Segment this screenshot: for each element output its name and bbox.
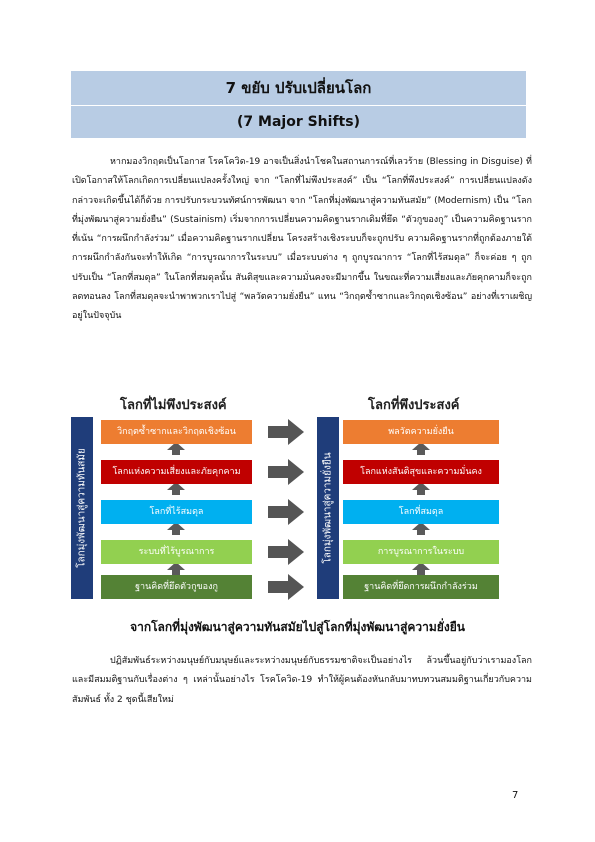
undesirable-box-risks: โลกแห่งความเสี่ยงและภัยคุกคาม: [101, 460, 252, 484]
desirable-world-heading: โลกที่พึงประสงค์: [368, 398, 460, 413]
sustainism-axis-bar: [317, 417, 339, 599]
up-arrow-icon: [417, 529, 425, 535]
up-arrow-icon: [172, 489, 180, 495]
up-arrow-icon: [417, 489, 425, 495]
undesirable-box-imbalance: โลกที่ไร้สมดุล: [101, 500, 252, 524]
closing-paragraph: ปฏิสัมพันธ์ระหว่างมนุษย์กับมนุษย์และระหว่างมนุษย์กับธรรมชาติจะเป็นอย่างไร ล้วนขึ้นอยู่กับว่าเรามองโลกและมีสมมติฐานกับเรื่องต่าง ๆ เหล่านั้นอย่างไร โรคโควิด-19 ทำให้ผู้คนต้องหันกลับมาทบทวนสมมติฐานเกี่ยวกับความสัมพันธ์ ทั้ง 2 ชุดนี้เสียใหม่: [72, 656, 532, 705]
up-arrow-icon: [172, 449, 180, 455]
sustainism-axis-label: โลกมุ่งพัฒนาสู่ความยั่งยืน: [322, 452, 334, 564]
desirable-box-sustainability: พลวัตความยั่งยืน: [343, 420, 499, 444]
right-arrow-icon: [268, 419, 304, 445]
right-arrow-icon: [268, 574, 304, 600]
right-arrow-icon: [268, 459, 304, 485]
right-arrow-icon: [268, 499, 304, 525]
page-title: 7 ขยับ ปรับเปลี่ยนโลก: [71, 71, 526, 105]
modernism-axis-label: โลกมุ่งพัฒนาสู่ความทันสมัย: [76, 448, 88, 568]
desirable-box-peace-security: โลกแห่งสันติสุขและความมั่นคง: [343, 460, 499, 484]
modernism-axis-bar: [71, 417, 93, 599]
desirable-box-integration: การบูรณาการในระบบ: [343, 540, 499, 564]
page-number: 7: [512, 790, 519, 801]
up-arrow-icon: [417, 449, 425, 455]
page-subtitle: (7 Major Shifts): [71, 105, 526, 138]
diagram-caption: จากโลกที่มุ่งพัฒนาสู่ความทันสมัยไปสู่โลกที่มุ่งพัฒนาสู่ความยั่งยืน: [130, 620, 465, 634]
desirable-box-collaboration-base: ฐานคิดที่ยึดการผนึกกำลังร่วม: [343, 575, 499, 599]
undesirable-box-egocentric-base: ฐานคิดที่ยึดตัวกูของกู: [101, 575, 252, 599]
desirable-box-balance: โลกที่สมดุล: [343, 500, 499, 524]
intro-paragraph: หากมองวิกฤตเป็นโอกาส โรคโควิด-19 อาจเป็นสิ่งนำโชคในสถานการณ์ที่เลวร้าย (Blessing in Disguise) ที่เปิดโอกาสให้โลกเกิดการเปลี่ยนแปลงครั้งใหญ่ จาก “โลกที่ไม่พึงประสงค์” เป็น “โลกที่พึงประสงค์” การเปลี่ยนแปลงดังกล่าวจะเกิดขึ้นได้ก็ด้วย การปรับกระบวนทัศน์การพัฒนา จาก “โลกที่มุ่งพัฒนาสู่ความทันสมัย” (Modernism) เป็น “โลกที่มุ่งพัฒนาสู่ความยั่งยืน” (Sustainism) เริ่มจากการเปลี่ยนความคิดฐานรากเดิมที่ยึด “ตัวกูของกู” เป็นความคิดฐานรากที่เน้น “การผนึกกำลังร่วม” เมื่อความคิดฐานรากเปลี่ยน โครงสร้างเชิงระบบก็จะถูกปรับ ความคิดฐานรากที่ถูกต้องภายใต้การผนึกกำลังกันจะทำให้เกิด “การบูรณาการในระบบ” เมื่อระบบต่าง ๆ ถูกบูรณาการ “โลกที่ไร้สมดุล” ก็จะค่อย ๆ ถูกปรับเป็น “โลกที่สมดุล” ในโลกที่สมดุลนั้น สันติสุขและความมั่นคงจะมีมากขึ้น ในขณะที่ความเสี่ยงและภัยคุกคามก็จะถูกลดทอนลง โลกที่สมดุลจะนำพาพวกเราไปสู่ “พลวัตความยั่งยืน” แทน “วิกฤตซ้ำซากและวิกฤตเชิงซ้อน” อย่างที่เราเผชิญอยู่ในปัจจุบัน: [72, 157, 532, 322]
undesirable-box-fragmented-system: ระบบที่ไร้บูรณาการ: [101, 540, 252, 564]
up-arrow-icon: [172, 529, 180, 535]
right-arrow-icon: [268, 539, 304, 565]
undesirable-world-heading: โลกที่ไม่พึงประสงค์: [120, 398, 227, 413]
undesirable-box-crises: วิกฤตซ้ำซากและวิกฤตเชิงซ้อน: [101, 420, 252, 444]
